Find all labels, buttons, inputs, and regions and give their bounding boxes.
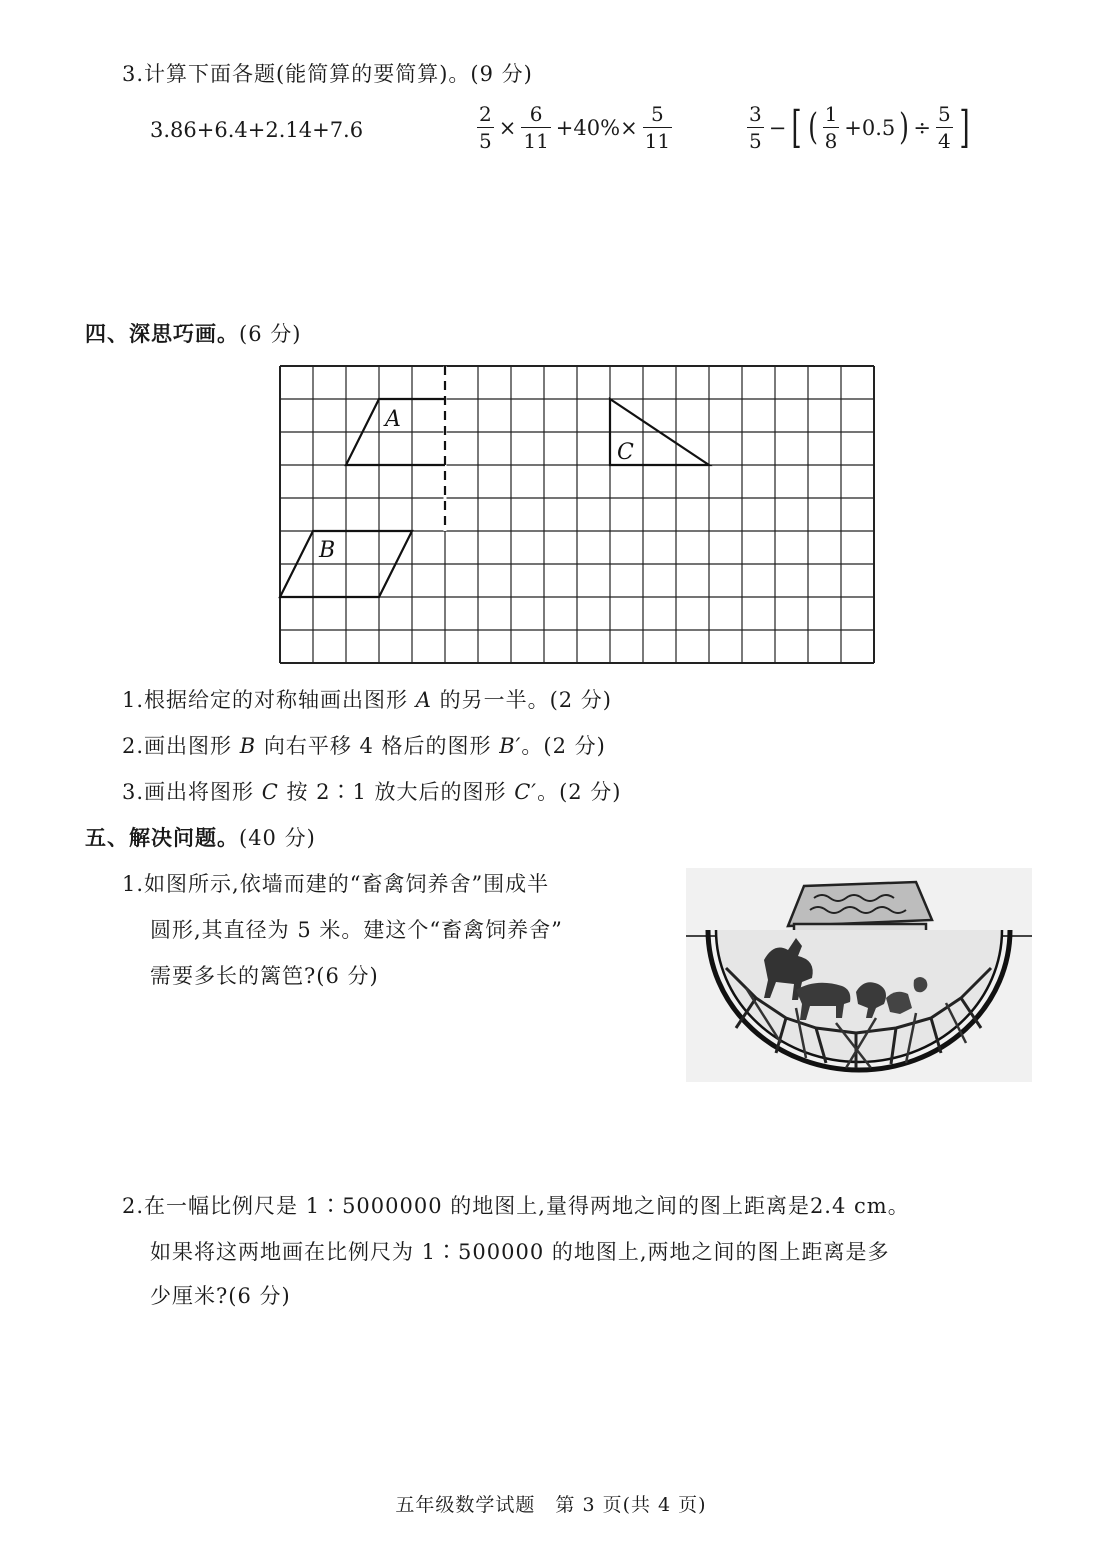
q3-expression-2 xyxy=(474,104,675,151)
var-b-prime: B′ xyxy=(499,734,522,758)
operator: +40%× xyxy=(555,115,638,140)
var-a: A xyxy=(415,688,432,712)
var-c-prime: C′ xyxy=(514,780,538,804)
var-b: B xyxy=(239,734,257,758)
section4-item-1: 1.根据给定的对称轴画出图形 A 的另一半。(2 分) xyxy=(122,688,612,712)
operator: × xyxy=(498,115,517,140)
fraction: $\frac{2}{5}$ xyxy=(479,102,492,153)
q1-line-3: 需要多长的篱笆?(6 分) xyxy=(150,964,379,988)
section4-item-3: 3.画出将图形 C 按 2∶1 放大后的图形 C′。(2 分) xyxy=(122,780,622,804)
right-bracket: ] xyxy=(959,101,970,153)
label-c: C xyxy=(617,440,634,465)
drawing-grid[interactable] xyxy=(278,364,878,668)
q1-line-1: 1.如图所示,依墙而建的“畜禽饲养舍”围成半 xyxy=(122,872,550,896)
q1-line-2: 圆形,其直径为 5 米。建这个“畜禽饲养舍” xyxy=(150,918,563,942)
q2-line-1: 2.在一幅比例尺是 1∶5000000 的地图上,量得两地之间的图上距离是2.4 cm。 xyxy=(122,1194,910,1218)
q2-line-2: 如果将这两地画在比例尺为 1∶500000 的地图上,两地之间的图上距离是多 xyxy=(150,1240,890,1264)
section5-heading-text: 五、解决问题。 xyxy=(85,826,239,850)
grid-lines xyxy=(280,366,874,663)
section5-heading xyxy=(85,822,316,852)
fraction: $\frac{5}{4}$ xyxy=(937,102,951,153)
section5-points: (40 分) xyxy=(239,826,316,850)
section4-points: (6 分) xyxy=(239,322,302,346)
var-c: C xyxy=(261,780,279,804)
expr1-text: 3.86+6.4+2.14+7.6 xyxy=(150,118,364,142)
left-paren: ( xyxy=(807,106,818,148)
label-a: A xyxy=(385,407,401,432)
q3-title: 3.计算下面各题(能简算的要简算)。(9 分) xyxy=(122,62,533,86)
section4-item-2: 2.画出图形 B 向右平移 4 格后的图形 B′。(2 分) xyxy=(122,734,606,758)
section4-heading-text: 四、深思巧画。 xyxy=(85,322,239,346)
operator: ÷ xyxy=(913,115,931,140)
q3-expression-3 xyxy=(744,101,973,153)
fraction: $\frac{5}{11}$ xyxy=(644,102,671,153)
q2-line-3: 少厘米?(6 分) xyxy=(150,1284,291,1308)
operator: − xyxy=(768,115,787,140)
right-paren: ) xyxy=(899,106,910,148)
fraction: $\frac{3}{5}$ xyxy=(749,102,762,153)
section4-heading xyxy=(85,318,301,348)
fraction: $\frac{1}{8}$ xyxy=(824,102,838,153)
left-bracket: [ xyxy=(791,101,803,153)
livestock-shed-illustration xyxy=(686,868,1032,1082)
q3-expression-1 xyxy=(150,118,363,142)
fraction: $\frac{6}{11}$ xyxy=(523,102,549,153)
label-b: B xyxy=(319,538,336,563)
page-footer: 五年级数学试题 第 3 页(共 4 页) xyxy=(395,1494,707,1516)
operator: +0.5 xyxy=(844,115,896,140)
